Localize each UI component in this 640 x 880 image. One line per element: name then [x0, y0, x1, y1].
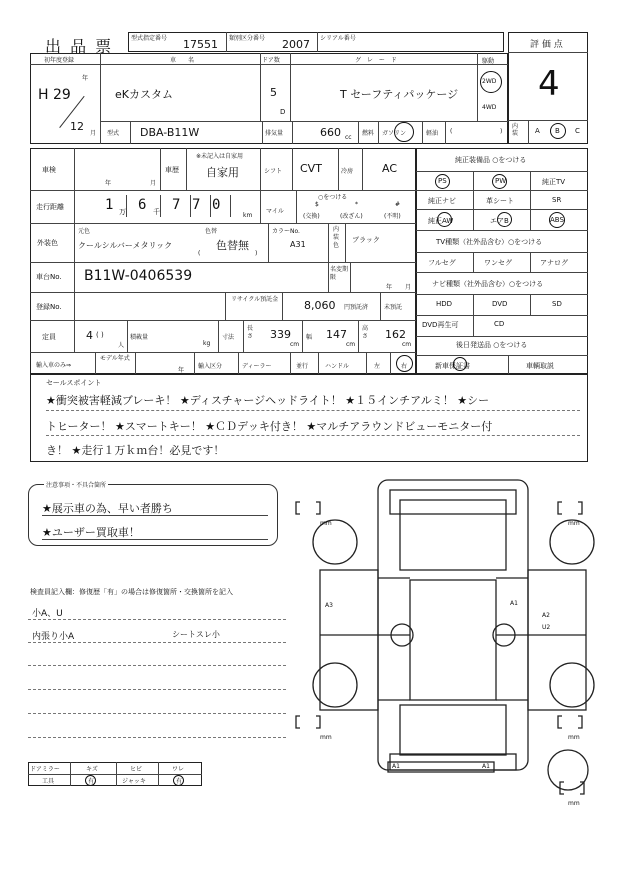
sen-unit: 千 [153, 208, 160, 216]
color-no-value: A31 [290, 240, 306, 249]
shodo-label: 初年度登録 [44, 57, 75, 64]
notes-line-2: ★ユーザー買取車！ [42, 526, 140, 539]
gasoline-circle [394, 122, 414, 142]
inspector-line-3: シートスレ小 [172, 630, 220, 639]
eq-pw: PW [495, 177, 507, 185]
kojitsu-toris: 車輌取説 [526, 362, 554, 370]
digit-1: 1 [105, 197, 114, 213]
footer-jack: ジャッキ [122, 778, 146, 785]
kojitsu-circle [453, 357, 467, 371]
spare-wheel [548, 750, 588, 790]
man-unit: 万 [119, 208, 126, 216]
touroku-label: 登録No. [36, 303, 62, 311]
front-bumper-top [390, 490, 516, 514]
eq-ps: PS [438, 177, 447, 185]
km-unit: km [243, 212, 253, 219]
naiso-c: C [575, 127, 580, 135]
inspector-line-1: 小A、U [32, 609, 63, 619]
handle-label: ハンドル [325, 363, 350, 370]
damage-rear-a1-left: A1 [392, 763, 400, 770]
kojitsu-title: 後日発送品 ○をつける [456, 341, 528, 349]
eq-sr: SR [552, 196, 562, 204]
meihen-label: 名変期限 [330, 266, 349, 281]
door-value: 5 [270, 86, 277, 99]
naga-label: 長さ [247, 325, 254, 340]
tsuki-label: 月 [90, 130, 97, 137]
dealer-option: ディーラー [242, 363, 272, 370]
naga-cm: cm [290, 341, 300, 348]
kaizan-sym: * [355, 201, 358, 208]
jack-yu-circle [173, 775, 184, 786]
eq-pw-circle [492, 174, 507, 189]
sales-label: セールスポイント [46, 379, 102, 387]
footer-ware: ワレ [172, 766, 185, 773]
naiso-label: 内装 [512, 123, 519, 137]
footer-door-mirror: ドアミラー [30, 766, 60, 773]
meihen-tsuki: 月 [405, 284, 412, 291]
cc-unit: cc [345, 134, 352, 141]
shareki-label: 車歴 [165, 166, 179, 174]
shareki-value: 自家用 [206, 166, 239, 179]
door-label: ドア数 [262, 57, 280, 64]
teiin-value: 4 [86, 329, 93, 342]
left-side [320, 570, 378, 710]
katashiki-label: 型式指定番号 [131, 35, 168, 42]
handle-right: 右 [401, 363, 408, 370]
drive-2wd: 2WD [482, 78, 497, 85]
notes-line-1: ★展示車の為、早い者勝ち [42, 502, 173, 515]
yunyu-label: 輸入車のみ⇒ [36, 362, 72, 369]
soko-digits [95, 193, 235, 219]
inspector-label: 検査員記入欄：修復歴「有」の場合は修復箇所・交換箇所を記入 [30, 588, 233, 596]
taka-cm: cm [402, 341, 412, 348]
eq-aw-circle [437, 212, 452, 227]
footer-kogu: 工具 [42, 778, 55, 785]
kojitsu-shinsha: 新車保証書 [435, 362, 470, 370]
drive-2wd-circle [480, 71, 502, 93]
kaizan-label: (改ざん) [340, 213, 363, 220]
wheel-rr [550, 663, 594, 707]
handle-right-circle [396, 355, 413, 372]
gasoline-option: ガソリン [382, 130, 407, 137]
damage-a2: A2 [542, 612, 550, 619]
naiso-a: A [535, 127, 540, 135]
sekisai-label: 積載量 [130, 334, 149, 341]
tsukeru-label: ○をつける [318, 194, 348, 201]
eq-eab: エアB [490, 217, 509, 225]
naisoshoku-value: ブラック [352, 236, 380, 244]
digit-5: 0 [212, 197, 221, 213]
taka-label: 高さ [362, 325, 369, 340]
trunk [400, 705, 506, 755]
junsei-title: 純正装備品 ○をつける [455, 156, 527, 164]
shift-label: シフト [264, 168, 283, 175]
navi-hdd: HDD [436, 300, 453, 308]
footer-hibi: ヒビ [130, 766, 143, 773]
navi-cd: CD [494, 320, 505, 328]
tv-oneseg: ワンセグ [484, 259, 512, 267]
digit-3: 7 [172, 197, 181, 213]
eq-abs: ABS [550, 216, 564, 224]
eq-ps-circle [435, 174, 450, 189]
tv-title: TV種類（社外品含む）○をつける [436, 238, 543, 246]
haba-value: 147 [326, 328, 347, 341]
fumei-sym: # [395, 201, 401, 208]
mm-spare: mm [568, 800, 580, 807]
eq-eab-circle [497, 212, 512, 227]
model-nen: 年 [178, 367, 185, 374]
mm-rl: mm [320, 734, 332, 741]
damage-u2: U2 [542, 624, 551, 631]
damage-a1: A1 [510, 600, 518, 607]
yunyu-kubun-label: 輸入区分 [198, 363, 223, 370]
katashiki-number: 17551 [183, 38, 218, 51]
notes-label: 注意事項・不具合箇所 [46, 482, 107, 489]
nin-unit: 人 [118, 342, 125, 349]
shaken-label: 車検 [42, 166, 56, 174]
navi-title: ナビ種類（社外品含む）○をつける [432, 280, 544, 288]
motoiro-value: クールシルバーメタリック [78, 241, 173, 250]
kogu-yu-circle [85, 775, 96, 786]
naga-value: 339 [270, 328, 291, 341]
hyoka-label: 評 価 点 [530, 40, 563, 50]
eq-junsei-navi: 純正ナビ [428, 197, 456, 205]
color-no-label: カラーNo. [272, 228, 300, 235]
taka-value: 162 [385, 328, 406, 341]
hyoka-score: 4 [538, 64, 560, 104]
eq-kawa-seat: 革シート [486, 197, 514, 205]
naiso-b-circle [550, 123, 566, 139]
navi-dvd: DVD [492, 300, 508, 308]
mile-label: マイル [266, 208, 284, 215]
teiin-label: 定員 [42, 333, 56, 341]
model-nen-label: モデル年式 [100, 355, 130, 362]
digit-4: 7 [192, 197, 201, 213]
sales-line-3: き！ ★走行１万ｋｍ台！必見です！ [46, 444, 225, 457]
haba-cm: cm [346, 341, 356, 348]
irogae-label: 色替 [205, 228, 218, 235]
haikiryo-value: 660 [320, 126, 341, 139]
heiko-option: 並行 [296, 363, 309, 370]
hood [400, 500, 506, 570]
shareki-note: ※未記入は自家用 [196, 153, 244, 160]
meihen-nen: 年 [386, 284, 393, 291]
shadai-value: B11W-0406539 [84, 268, 193, 284]
reibo-value: AC [382, 162, 398, 175]
damage-a3: A3 [325, 602, 333, 609]
nenryo-label: 燃料 [362, 130, 375, 137]
drive-4wd: 4WD [482, 104, 497, 111]
shaken-tsuki: 月 [150, 180, 157, 187]
drive-label: 駆動 [482, 58, 495, 65]
recycle-label: リサイクル預託金 [231, 296, 279, 303]
ruibetsu-number: 2007 [282, 38, 310, 51]
reibo-label: 冷房 [341, 168, 354, 175]
shadai-label: 車台No. [36, 273, 62, 281]
door-type: D [280, 108, 286, 116]
grade-label: グ レ ー ド [355, 57, 399, 64]
shodo-year: H 29 [38, 87, 71, 103]
footer-kogu-yu: 有 [88, 778, 95, 785]
footer-jack-yu: 有 [176, 778, 183, 785]
soko-label: 走行距離 [36, 203, 64, 211]
form-title: 出 品 票 [45, 37, 114, 56]
katashiki-value: DBA-B11W [140, 126, 200, 139]
handle-left: 左 [374, 363, 381, 370]
haba-label: 幅 [306, 334, 313, 341]
tv-fullseg: フルセグ [428, 259, 456, 267]
grade-value: T セーフティパッケージ [340, 88, 459, 101]
serial-label: シリアル番号 [320, 35, 356, 42]
mm-fr: mm [568, 520, 580, 527]
katashiki-label2: 型式 [107, 130, 120, 137]
koukan-sym: $ [315, 201, 319, 208]
kg-unit: kg [203, 340, 211, 347]
naiso-b: B [555, 127, 560, 135]
shift-value: CVT [300, 162, 322, 175]
right-side [528, 570, 586, 710]
nen-label: 年 [82, 75, 89, 82]
inspector-line-2: 内張り小A [32, 632, 75, 642]
mm-fl: mm [320, 520, 332, 527]
irogae-value: 色替無 [216, 239, 249, 252]
naisoshoku-label: 内装色 [333, 226, 340, 249]
navi-dvd-play: DVD再生可 [422, 321, 459, 329]
shamei-label: 車 名 [170, 57, 198, 64]
sales-line-2: トヒーター！ ★スマートキー！ ★ＣＤデッキ付き！ ★マルチアラウンドビューモニター付 [46, 420, 493, 433]
eq-junsei-aw: 純正AW [428, 217, 454, 225]
shodo-month: 12 [70, 120, 84, 133]
navi-sd: SD [552, 300, 562, 308]
shamei-value: eKカスタム [115, 88, 173, 101]
eq-abs-circle [549, 212, 565, 228]
miyotaku-label: 未預託 [384, 304, 403, 311]
footer-kizu: キズ [86, 766, 98, 773]
damage-rear-a1-right: A1 [482, 763, 490, 770]
digit-2: 6 [138, 197, 147, 213]
recycle-value: 8,060 [304, 299, 336, 312]
sales-line-1: ★衝突被害軽減ブレーキ！ ★ディスチャージヘッドライト！ ★１５インチアルミ！ ★シー [46, 394, 490, 407]
sunpo-label: 寸法 [222, 334, 235, 341]
haikiryo-label: 排気量 [265, 130, 284, 137]
tv-analog: アナログ [540, 259, 568, 267]
roof [410, 580, 496, 700]
gaiso-label: 外装色 [37, 239, 58, 247]
keiyu-option: 軽油 [426, 130, 439, 137]
mm-rr: mm [568, 734, 580, 741]
ruibetsu-label: 類別区分番号 [229, 35, 266, 42]
yotaku-label: 円預託済 [344, 304, 369, 311]
eq-junsei-tv: 純正TV [542, 178, 566, 186]
koukan-label: (交換) [303, 213, 320, 220]
fumei-label: (不明) [384, 213, 401, 220]
shaken-nen: 年 [105, 180, 112, 187]
motoiro-label: 元色 [78, 228, 91, 235]
